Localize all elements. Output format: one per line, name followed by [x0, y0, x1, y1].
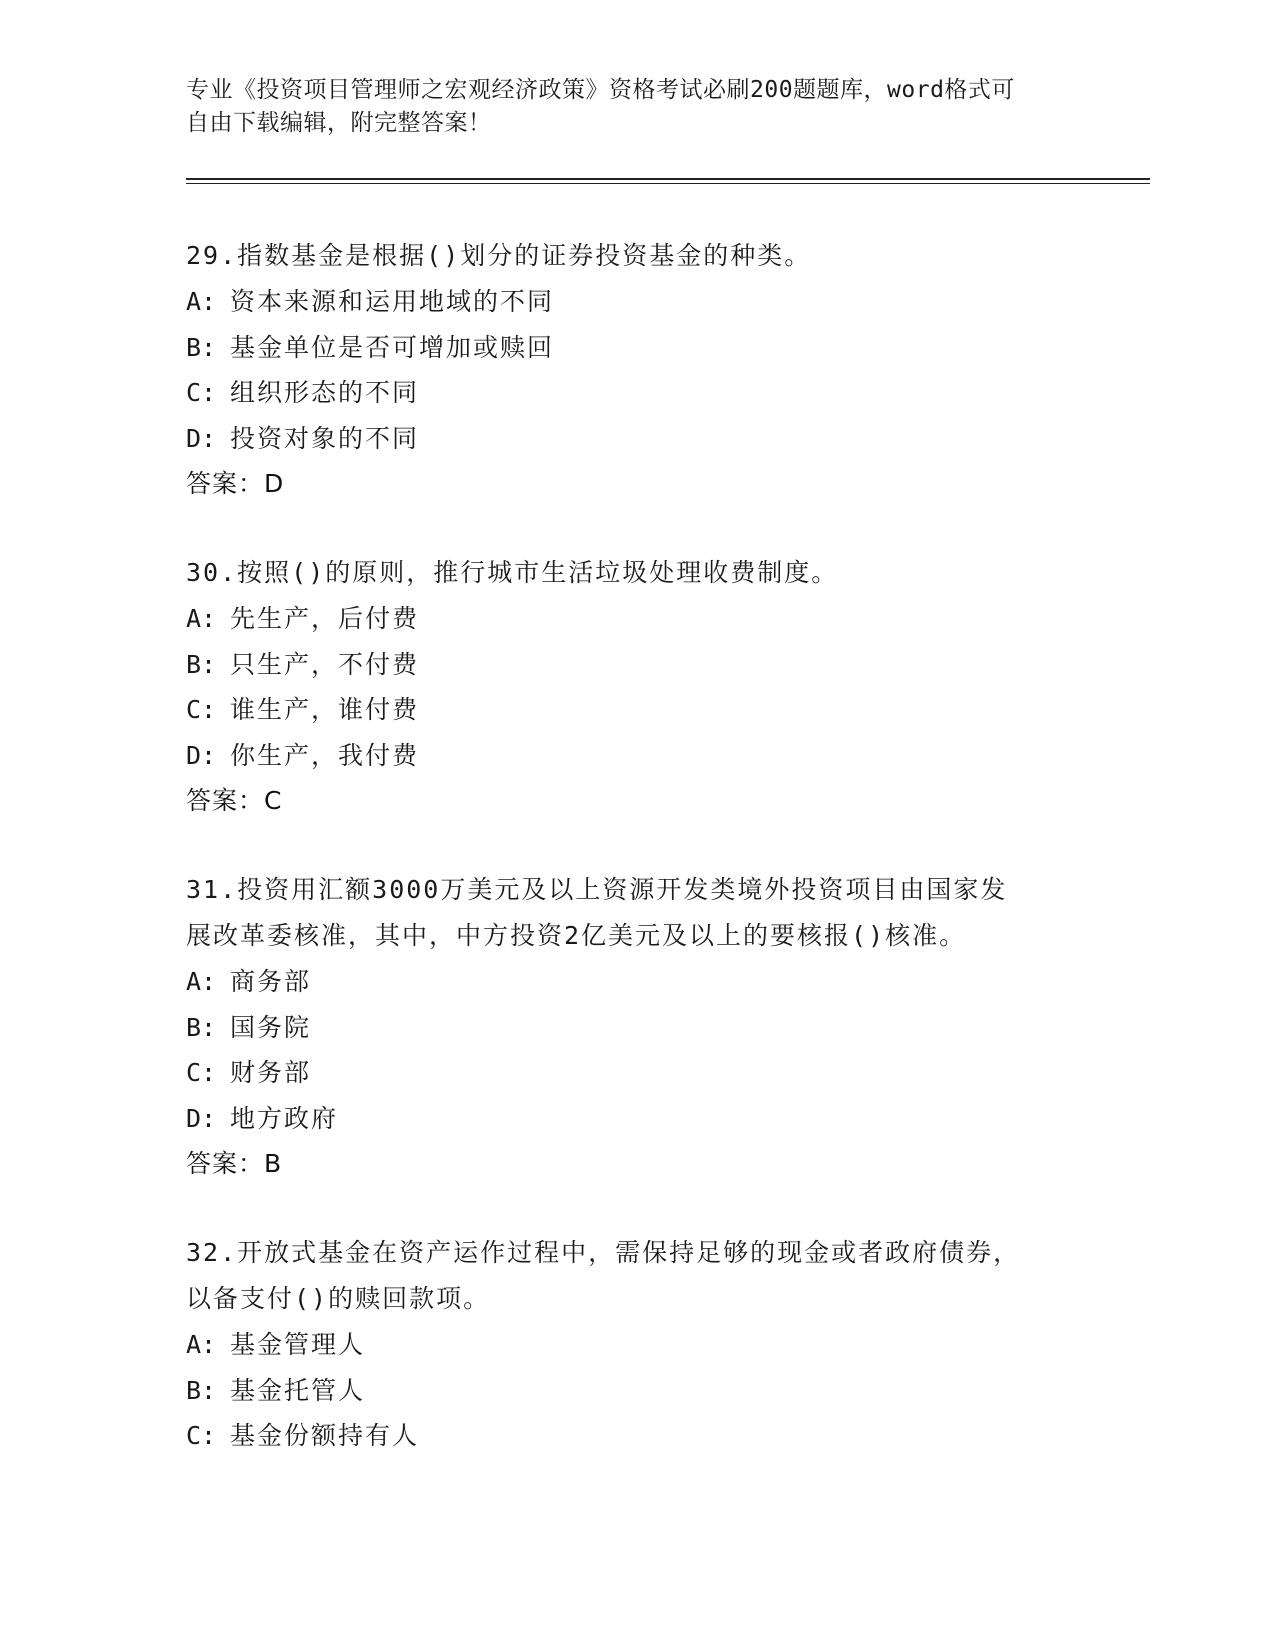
option-text: 商务部 — [230, 967, 312, 996]
option-c — [186, 1050, 1086, 1096]
option-letter: D: — [186, 1103, 217, 1133]
question-stem-line-2: 以备支付()的赎回款项。 — [186, 1284, 491, 1313]
answer-line: 答案：D — [186, 469, 285, 498]
option-b — [186, 642, 1086, 688]
option-text: 组织形态的不同 — [230, 378, 420, 407]
option-letter: D: — [186, 423, 217, 453]
option-text: 谁生产，谁付费 — [230, 695, 420, 724]
answer-line: 答案：B — [186, 1149, 283, 1178]
option-text: 投资对象的不同 — [230, 423, 420, 453]
option-text: 国务院 — [230, 1012, 312, 1042]
header-divider-thin — [186, 183, 1150, 184]
question-29 — [186, 233, 1086, 506]
option-text: 财务部 — [230, 1058, 312, 1087]
option-c — [186, 370, 1086, 416]
option-text: 地方政府 — [230, 1103, 339, 1133]
option-letter: B: — [186, 649, 217, 679]
question-32 — [186, 1230, 1086, 1459]
option-b — [186, 325, 1086, 371]
question-stem-line-2: 展改革委核准，其中，中方投资2亿美元及以上的要核报()核准。 — [186, 921, 967, 950]
option-letter: B: — [186, 1012, 217, 1042]
question-30 — [186, 550, 1086, 823]
option-text: 基金托管人 — [230, 1375, 366, 1405]
option-a — [186, 596, 1086, 642]
option-a — [186, 279, 1086, 325]
option-letter: A: — [186, 287, 217, 316]
option-letter: A: — [186, 967, 217, 996]
document-header — [186, 74, 1066, 140]
option-d — [186, 1096, 1086, 1142]
option-letter: C: — [186, 1058, 217, 1087]
question-list — [186, 233, 1086, 1503]
option-text: 先生产，后付费 — [230, 604, 420, 633]
option-letter: B: — [186, 1375, 217, 1405]
question-stem: 30.按照()的原则，推行城市生活垃圾处理收费制度。 — [186, 558, 839, 587]
option-a — [186, 959, 1086, 1005]
option-c — [186, 687, 1086, 733]
option-letter: C: — [186, 1421, 217, 1450]
question-stem: 29.指数基金是根据()划分的证券投资基金的种类。 — [186, 241, 812, 270]
option-text: 基金管理人 — [230, 1330, 366, 1359]
answer-line: 答案：C — [186, 786, 283, 815]
option-letter: C: — [186, 378, 217, 407]
option-letter: D: — [186, 740, 217, 770]
option-c — [186, 1413, 1086, 1459]
option-letter: C: — [186, 695, 217, 724]
option-b — [186, 1005, 1086, 1051]
option-text: 基金份额持有人 — [230, 1421, 420, 1450]
option-text: 资本来源和运用地域的不同 — [230, 287, 555, 316]
header-divider-thick — [186, 178, 1150, 180]
option-b — [186, 1368, 1086, 1414]
option-a — [186, 1322, 1086, 1368]
option-text: 只生产，不付费 — [230, 649, 420, 679]
option-letter: B: — [186, 332, 217, 362]
question-stem-line-1: 32.开放式基金在资产运作过程中，需保持足够的现金或者政府债券， — [186, 1238, 1021, 1267]
option-text: 你生产，我付费 — [230, 740, 420, 770]
header-line-2: 自由下载编辑，附完整答案！ — [186, 110, 492, 136]
option-letter: A: — [186, 604, 217, 633]
header-line-1: 专业《投资项目管理师之宏观经济政策》资格考试必刷200题题库，word格式可 — [186, 77, 1015, 103]
option-d — [186, 733, 1086, 779]
question-31 — [186, 867, 1086, 1186]
option-letter: A: — [186, 1330, 217, 1359]
option-text: 基金单位是否可增加或赎回 — [230, 332, 555, 362]
question-stem-line-1: 31.投资用汇额3000万美元及以上资源开发类境外投资项目由国家发 — [186, 875, 1008, 904]
option-d — [186, 416, 1086, 462]
